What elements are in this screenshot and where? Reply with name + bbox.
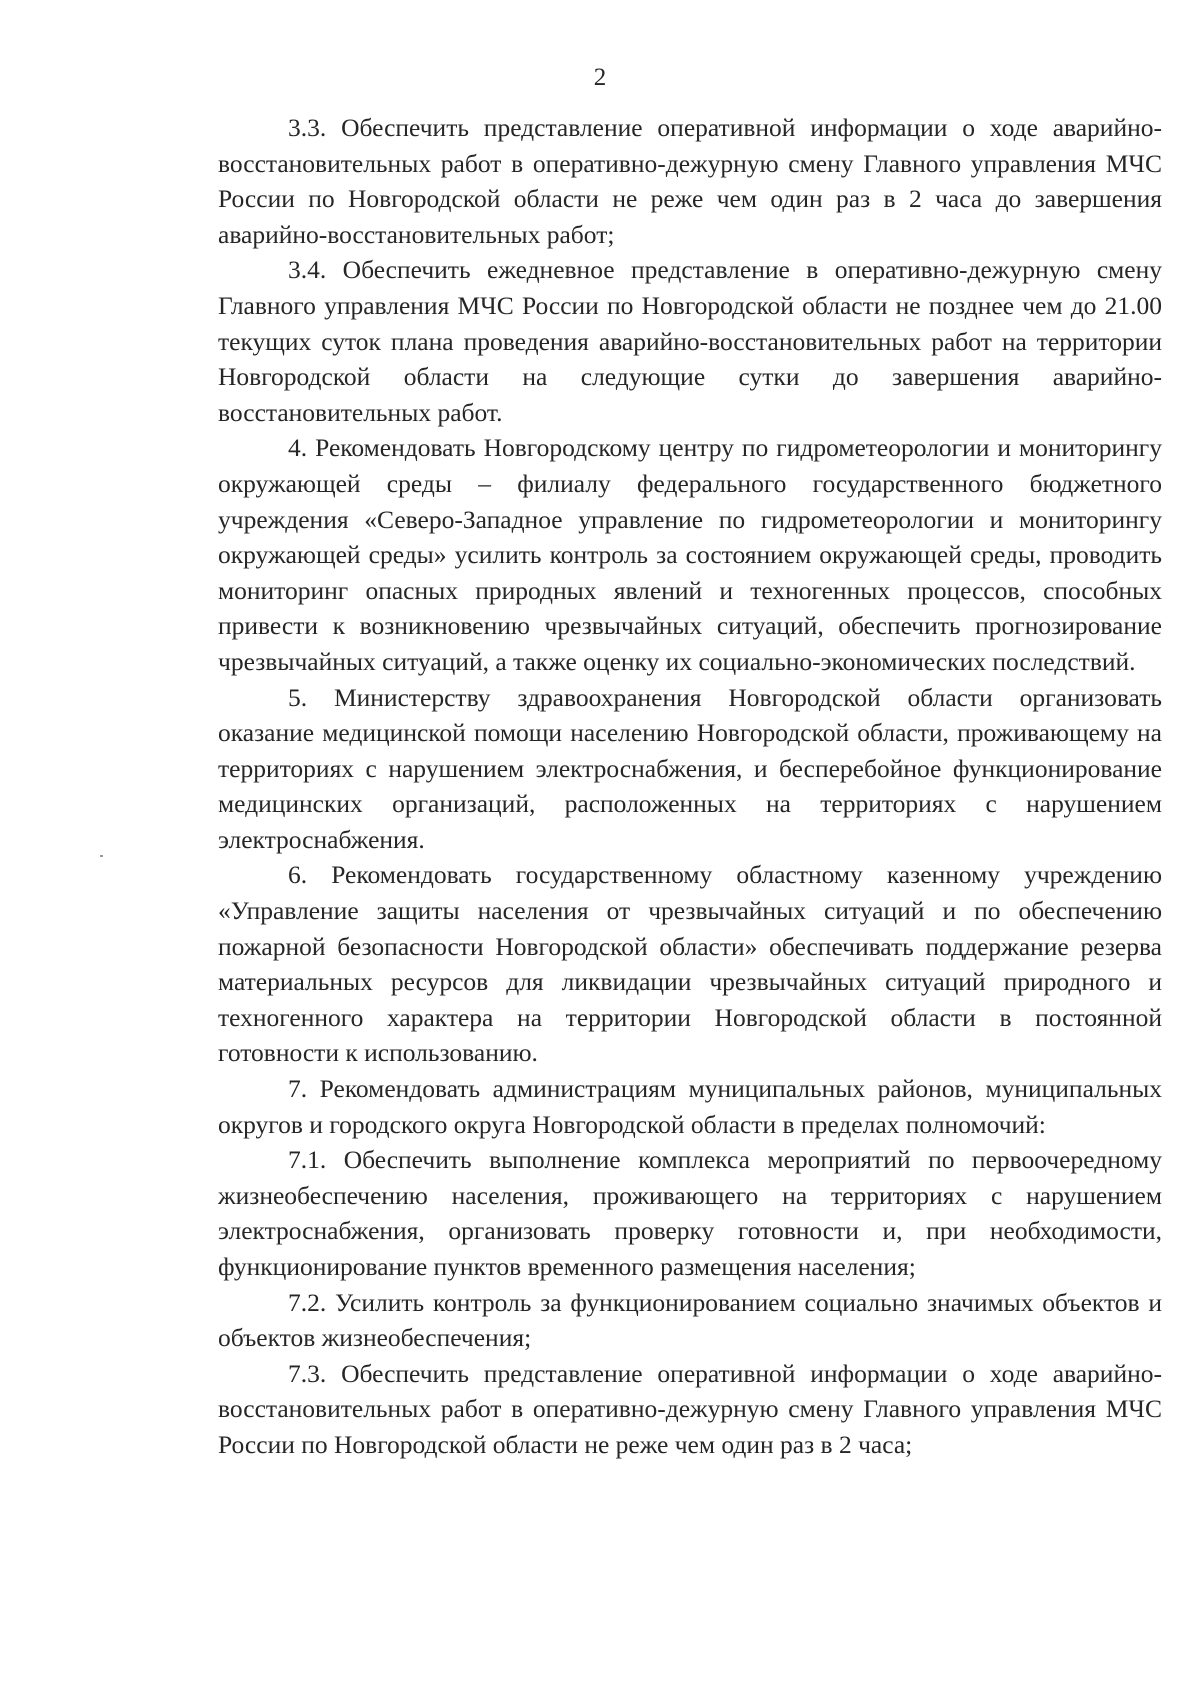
paragraph-7-3: 7.3. Обеспечить представление оперативной информации о ходе аварийно-восстановительных работ в оперативно-дежурную смену Главного управления МЧС России по Новгородской области не реже чем один раз в 2 часа; bbox=[218, 1358, 1162, 1459]
paragraph-6: 6. Рекомендовать государственному областному казенному учреждению «Управление защиты населения от чрезвычайных ситуаций и по обеспечению пожарной безопасности Новгородской области» обеспечивать поддержание резерва материальных ресурсов для ликвидации чрезвычайных ситуаций природного и техногенного характера на территории Новгородской области в постоянной готовности к использованию. bbox=[218, 860, 1162, 1068]
document-body bbox=[218, 110, 1162, 1463]
paragraph-7-2: 7.2. Усилить контроль за функционированием социально значимых объектов и объектов жизнеобеспечения; bbox=[218, 1287, 1162, 1353]
paragraph-3-3: 3.3. Обеспечить представление оперативной информации о ходе аварийно-восстановительных работ в оперативно-дежурную смену Главного управления МЧС России по Новгородской области не реже чем один раз в 2 часа до завершения аварийно-восстановительных работ; bbox=[218, 113, 1162, 249]
page-number: 2 bbox=[593, 64, 607, 91]
paragraph-5: 5. Министерству здравоохранения Новгородской области организовать оказание медицинской помощи населению Новгородской области, проживающему на территориях с нарушением электроснабжения, и бесперебойное функционирование медицинских организаций, расположенных на территориях с нарушением электроснабжения. bbox=[218, 682, 1162, 854]
paragraph-7-1: 7.1. Обеспечить выполнение комплекса мероприятий по первоочередному жизнеобеспечению населения, проживающего на территориях с нарушением электроснабжения, организовать проверку готовности и, при необходимости, функционирование пунктов временного размещения населения; bbox=[218, 1145, 1162, 1281]
scan-speck bbox=[100, 855, 103, 857]
paragraph-7: 7. Рекомендовать администрациям муниципальных районов, муниципальных округов и городского округа Новгородской области в пределах полномочий: bbox=[218, 1074, 1162, 1139]
paragraph-4: 4. Рекомендовать Новгородскому центру по гидрометеорологии и мониторингу окружающей среды – филиалу федерального государственного бюджетного учреждения «Северо-Западное управление по гидрометеорологии и мониторингу окружающей среды» усилить контроль за состоянием окружающей среды, проводить мониторинг опасных природных явлений и техногенных процессов, способных привести к возникновению чрезвычайных ситуаций, обеспечить прогнозирование чрезвычайных ситуаций, а также оценку их социально-экономических последствий. bbox=[218, 433, 1162, 676]
paragraph-3-4: 3.4. Обеспечить ежедневное представление в оперативно-дежурную смену Главного управления МЧС России по Новгородской области не позднее чем до 21.00 текущих суток плана проведения аварийно-восстановительных работ на территории Новгородской области на следующие сутки до завершения аварийно-восстановительных работ. bbox=[218, 255, 1162, 427]
